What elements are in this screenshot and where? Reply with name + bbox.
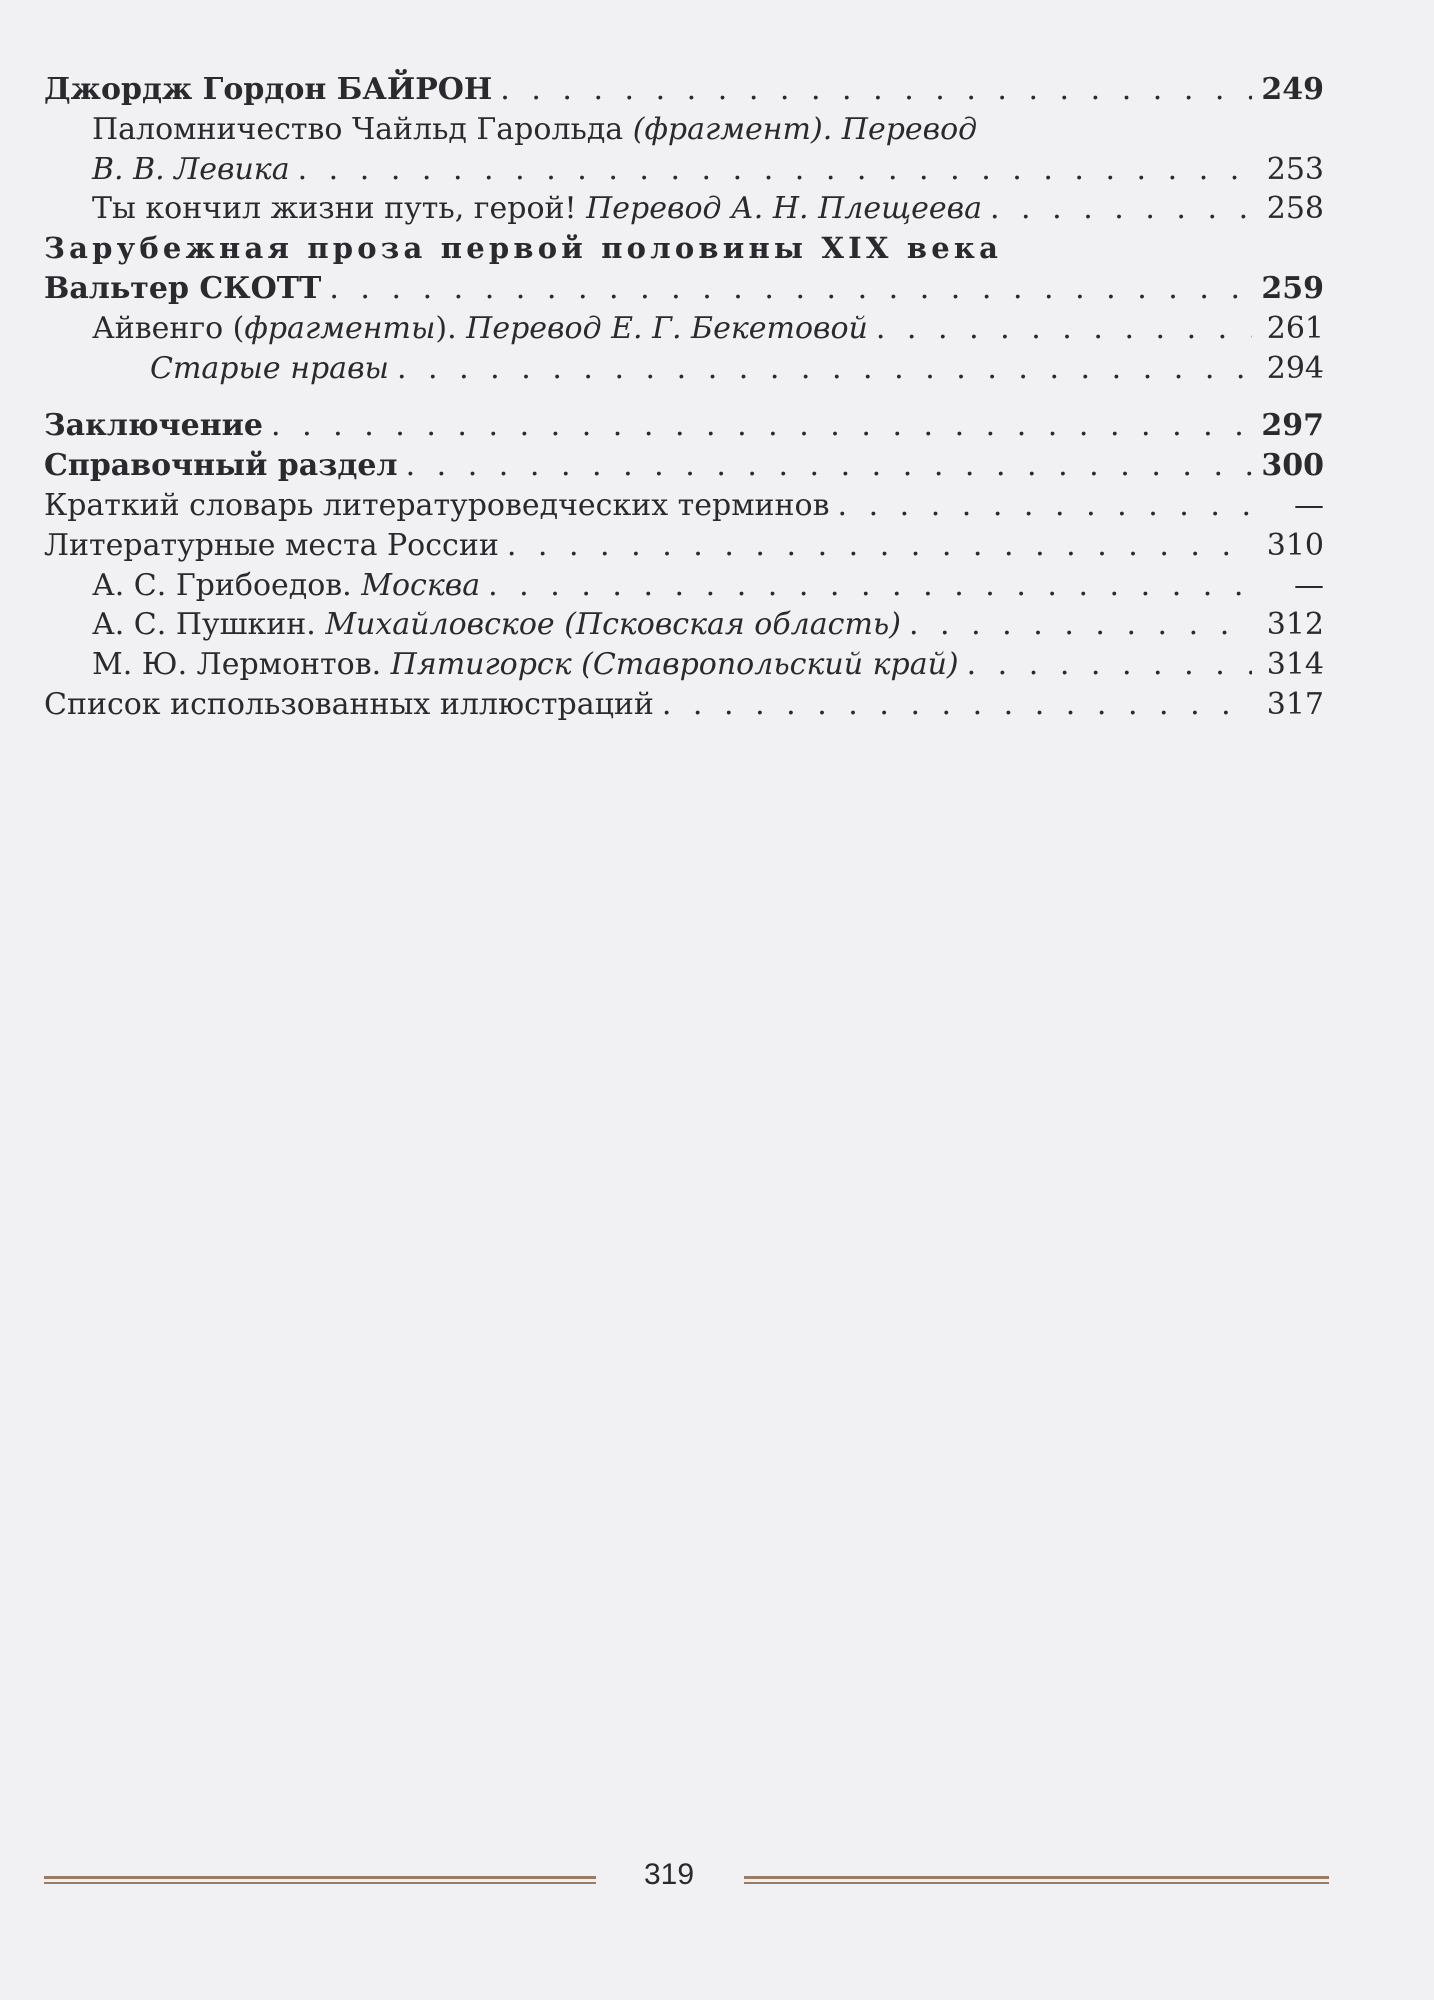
- dot-leader: [909, 605, 1252, 645]
- dot-leader: [298, 150, 1252, 190]
- toc-entry-title: Заключение: [44, 408, 263, 444]
- toc-entry: [44, 406, 1324, 446]
- toc-entry: [44, 309, 1324, 349]
- toc-entry: [44, 645, 1324, 685]
- dot-leader: [271, 406, 1252, 446]
- toc-entry-title: [150, 349, 389, 389]
- footer-rule-left: [44, 1876, 596, 1884]
- toc-title-text: Ты кончил жизни путь, герой!: [92, 191, 587, 227]
- toc-title-italic: Перевод Е. Г. Бекетовой: [466, 310, 868, 346]
- toc-title-italic: Пятигорск (Ставропольский край): [390, 647, 959, 683]
- toc-title-text: А. С. Пушкин.: [92, 607, 326, 643]
- toc-entry: [44, 526, 1324, 566]
- toc-entry-title: [92, 189, 982, 229]
- toc-entry-title: Джордж Гордон БАЙРОН: [44, 72, 493, 107]
- toc-entry-title: Зарубежная проза первой половины XIX века: [44, 231, 1003, 266]
- toc-entry: [44, 486, 1324, 526]
- toc-entry: [44, 269, 1324, 309]
- toc-title-italic: В. В. Левика: [92, 151, 290, 187]
- toc-entry-title: Список использованных иллюстраций: [44, 686, 654, 722]
- toc-title-text: М. Ю. Лермонтов.: [92, 647, 391, 683]
- toc-title-text: Айвенго (: [92, 310, 245, 346]
- toc-title-italic: Перевод А. Н. Плещеева: [586, 191, 982, 227]
- toc-page-number: 297: [1261, 408, 1324, 444]
- dot-leader: [990, 189, 1252, 229]
- page-number: 319: [644, 1858, 695, 1891]
- toc-entry-title: [92, 110, 977, 150]
- toc-title-text: А. С. Грибоедов.: [92, 567, 362, 603]
- toc-page-number: 314: [1266, 647, 1324, 683]
- footer-rule-right: [744, 1876, 1329, 1884]
- toc-entry-title: [92, 309, 868, 349]
- toc-entry: [44, 446, 1324, 486]
- toc-entry: [44, 566, 1324, 606]
- toc-title-text: ).: [435, 310, 467, 346]
- toc-entry: [44, 189, 1324, 229]
- toc-title-italic: Старые нравы: [150, 350, 389, 386]
- page-footer: [44, 1858, 1329, 1908]
- toc-title-text: Паломничество Чайльд Гарольда: [92, 111, 633, 147]
- dot-leader: [876, 309, 1252, 349]
- toc-entry-title: [92, 566, 480, 606]
- dot-leader: [488, 566, 1252, 606]
- dot-leader: [500, 70, 1252, 110]
- dot-leader: [406, 446, 1252, 486]
- toc-entry-title: [92, 150, 290, 190]
- toc-title-italic: Михайловское (Псковская область): [325, 607, 901, 643]
- toc-title-italic: (фрагмент). Перевод: [632, 111, 978, 147]
- toc-section-heading: [44, 229, 1324, 269]
- toc-page-number: 259: [1261, 270, 1324, 306]
- toc-entry: [44, 150, 1324, 190]
- toc-page-number: 249: [1261, 72, 1324, 107]
- toc-entry: [44, 685, 1324, 725]
- table-of-contents: [44, 70, 1324, 725]
- toc-page-number: 300: [1261, 448, 1324, 484]
- toc-page-number: —: [1294, 567, 1324, 603]
- toc-entry-title: Справочный раздел: [44, 448, 398, 484]
- toc-entry-title: Вальтер СКОТТ: [44, 270, 322, 306]
- toc-page-number: 253: [1266, 151, 1324, 187]
- toc-page-number: 317: [1266, 686, 1324, 722]
- toc-entry-title: Литературные места России: [44, 527, 499, 563]
- toc-entry: [44, 110, 1324, 150]
- toc-page-number: —: [1294, 487, 1324, 523]
- toc-entry: [44, 605, 1324, 645]
- toc-page-number: 258: [1266, 191, 1324, 227]
- toc-entry: [44, 349, 1324, 389]
- dot-leader: [397, 349, 1252, 389]
- dot-leader: [838, 486, 1253, 526]
- dot-leader: [662, 685, 1252, 725]
- toc-page-number: 312: [1266, 607, 1324, 643]
- dot-leader: [329, 269, 1252, 309]
- toc-page-number: 310: [1266, 527, 1324, 563]
- toc-page-number: 261: [1266, 310, 1324, 346]
- toc-title-italic: Москва: [361, 567, 481, 603]
- toc-entry-title: [92, 645, 959, 685]
- toc-entry-title: Краткий словарь литературоведческих терминов: [44, 487, 830, 523]
- toc-page-number: 294: [1266, 350, 1324, 386]
- toc-entry: [44, 70, 1324, 110]
- toc-entry-title: [92, 605, 901, 645]
- dot-leader: [507, 526, 1252, 566]
- toc-title-italic: фрагменты: [244, 310, 436, 346]
- dot-leader: [967, 645, 1252, 685]
